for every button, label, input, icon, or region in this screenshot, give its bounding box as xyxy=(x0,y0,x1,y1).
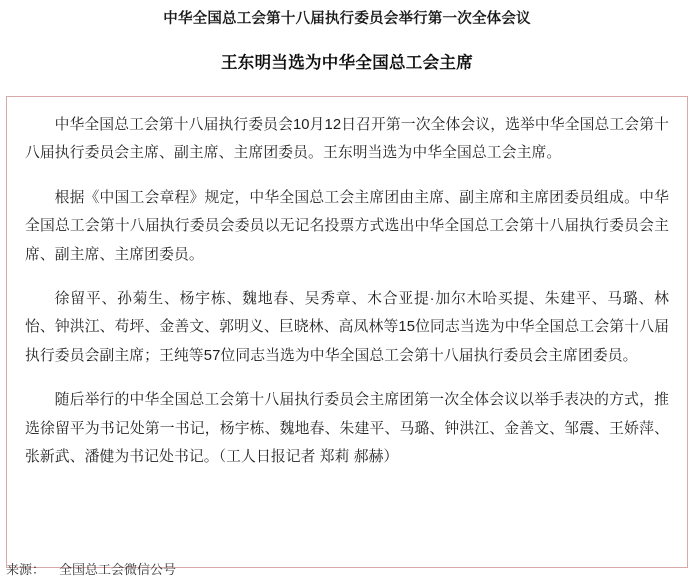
article-paragraph: 根据《中国工会章程》规定，中华全国总工会主席团由主席、副主席和主席团委员组成。中华全国总工会第十八届执行委员会委员以无记名投票方式选出中华全国总工会第十八届执行委员会主席、副主席、主席团委员。 xyxy=(25,189,669,263)
article-source xyxy=(6,559,176,578)
source-label: 来源： xyxy=(6,562,46,577)
source-value: 全国总工会微信公号 xyxy=(59,562,177,577)
article-body xyxy=(6,96,688,568)
article-paragraph: 中华全国总工会第十八届执行委员会10月12日召开第一次全体会议，选举中华全国总工会第十八届执行委员会主席、副主席、主席团委员。王东明当选为中华全国总工会主席。 xyxy=(25,116,669,162)
article-kicker: 中华全国总工会第十八届执行委员会举行第一次全体会议 xyxy=(163,11,531,27)
article-paragraph: 徐留平、孙菊生、杨宇栋、魏地春、吴秀章、木合亚提·加尔木哈买提、朱建平、马璐、林怡、钟洪江、苟坪、金善文、郭明义、巨晓林、高凤林等15位同志当选为中华全国总工会第十八届执行委员会副主席；王纯等57位同志当选为中华全国总工会第十八届执行委员会主席团委员。 xyxy=(25,290,669,364)
article-paragraph: 随后举行的中华全国总工会第十八届执行委员会主席团第一次全体会议以举手表决的方式，推选徐留平为书记处第一书记，杨宇栋、魏地春、朱建平、马璐、钟洪江、金善文、邹震、王娇萍、张新武、潘健为书记处书记。（工人日报记者 郑莉 郝赫） xyxy=(25,392,669,465)
article-headline: 王东明当选为中华全国总工会主席 xyxy=(221,53,473,72)
